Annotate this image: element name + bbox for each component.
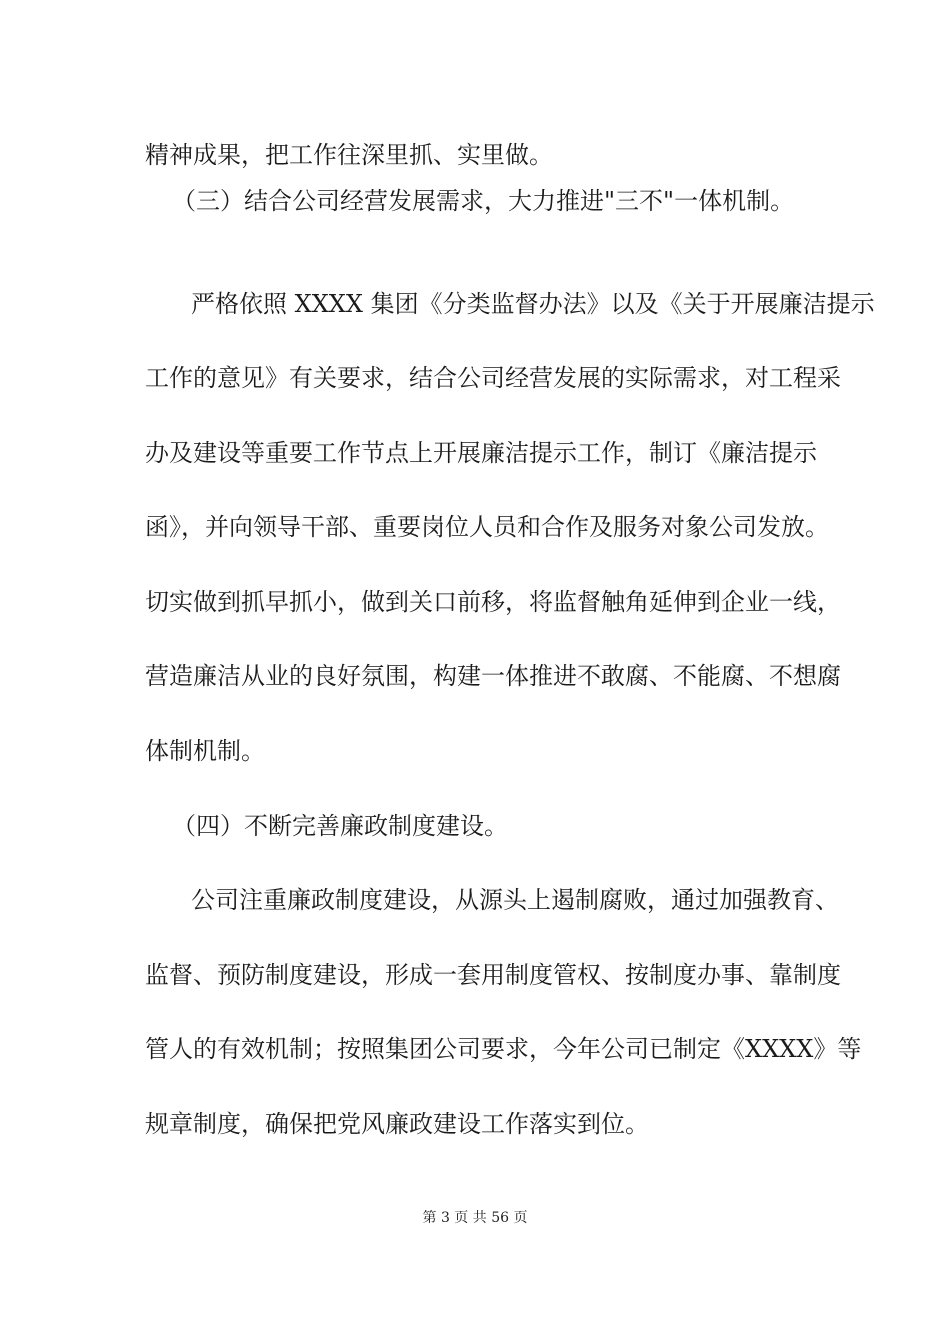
body-line-9: 体制机制。 <box>145 737 265 765</box>
body-line-11: 公司注重廉政制度建设，从源头上遏制腐败，通过加强教育、 <box>191 886 839 914</box>
body-line-12: 监督、预防制度建设，形成一套用制度管权、按制度办事、靠制度 <box>145 961 841 989</box>
body-line-14: 规章制度，确保把党风廉政建设工作落实到位。 <box>145 1110 649 1138</box>
page-number: 第 3 页 共 56 页 <box>422 1210 528 1226</box>
section-heading-4: （四）不断完善廉政制度建设。 <box>172 812 508 840</box>
body-line-6: 函》，并向领导干部、重要岗位人员和合作及服务对象公司发放。 <box>145 513 829 541</box>
body-line-5: 办及建设等重要工作节点上开展廉洁提示工作，制订《廉洁提示 <box>145 439 817 467</box>
page-footer <box>0 1208 950 1228</box>
body-line-13: 管人的有效机制；按照集团公司要求，今年公司已制定《XXXX》等 <box>145 1035 862 1063</box>
body-line-7: 切实做到抓早抓小，做到关口前移，将监督触角延伸到企业一线， <box>145 588 841 616</box>
body-line-8: 营造廉洁从业的良好氛围，构建一体推进不敢腐、不能腐、不想腐 <box>145 662 841 690</box>
section-heading-3: （三）结合公司经营发展需求，大力推进"三不"一体机制。 <box>172 187 795 215</box>
body-line-3: 严格依照 XXXX 集团《分类监督办法》以及《关于开展廉洁提示 <box>191 290 875 318</box>
body-line-4: 工作的意见》有关要求，结合公司经营发展的实际需求，对工程采 <box>145 364 841 392</box>
body-line-1: 精神成果，把工作往深里抓、实里做。 <box>145 141 553 169</box>
